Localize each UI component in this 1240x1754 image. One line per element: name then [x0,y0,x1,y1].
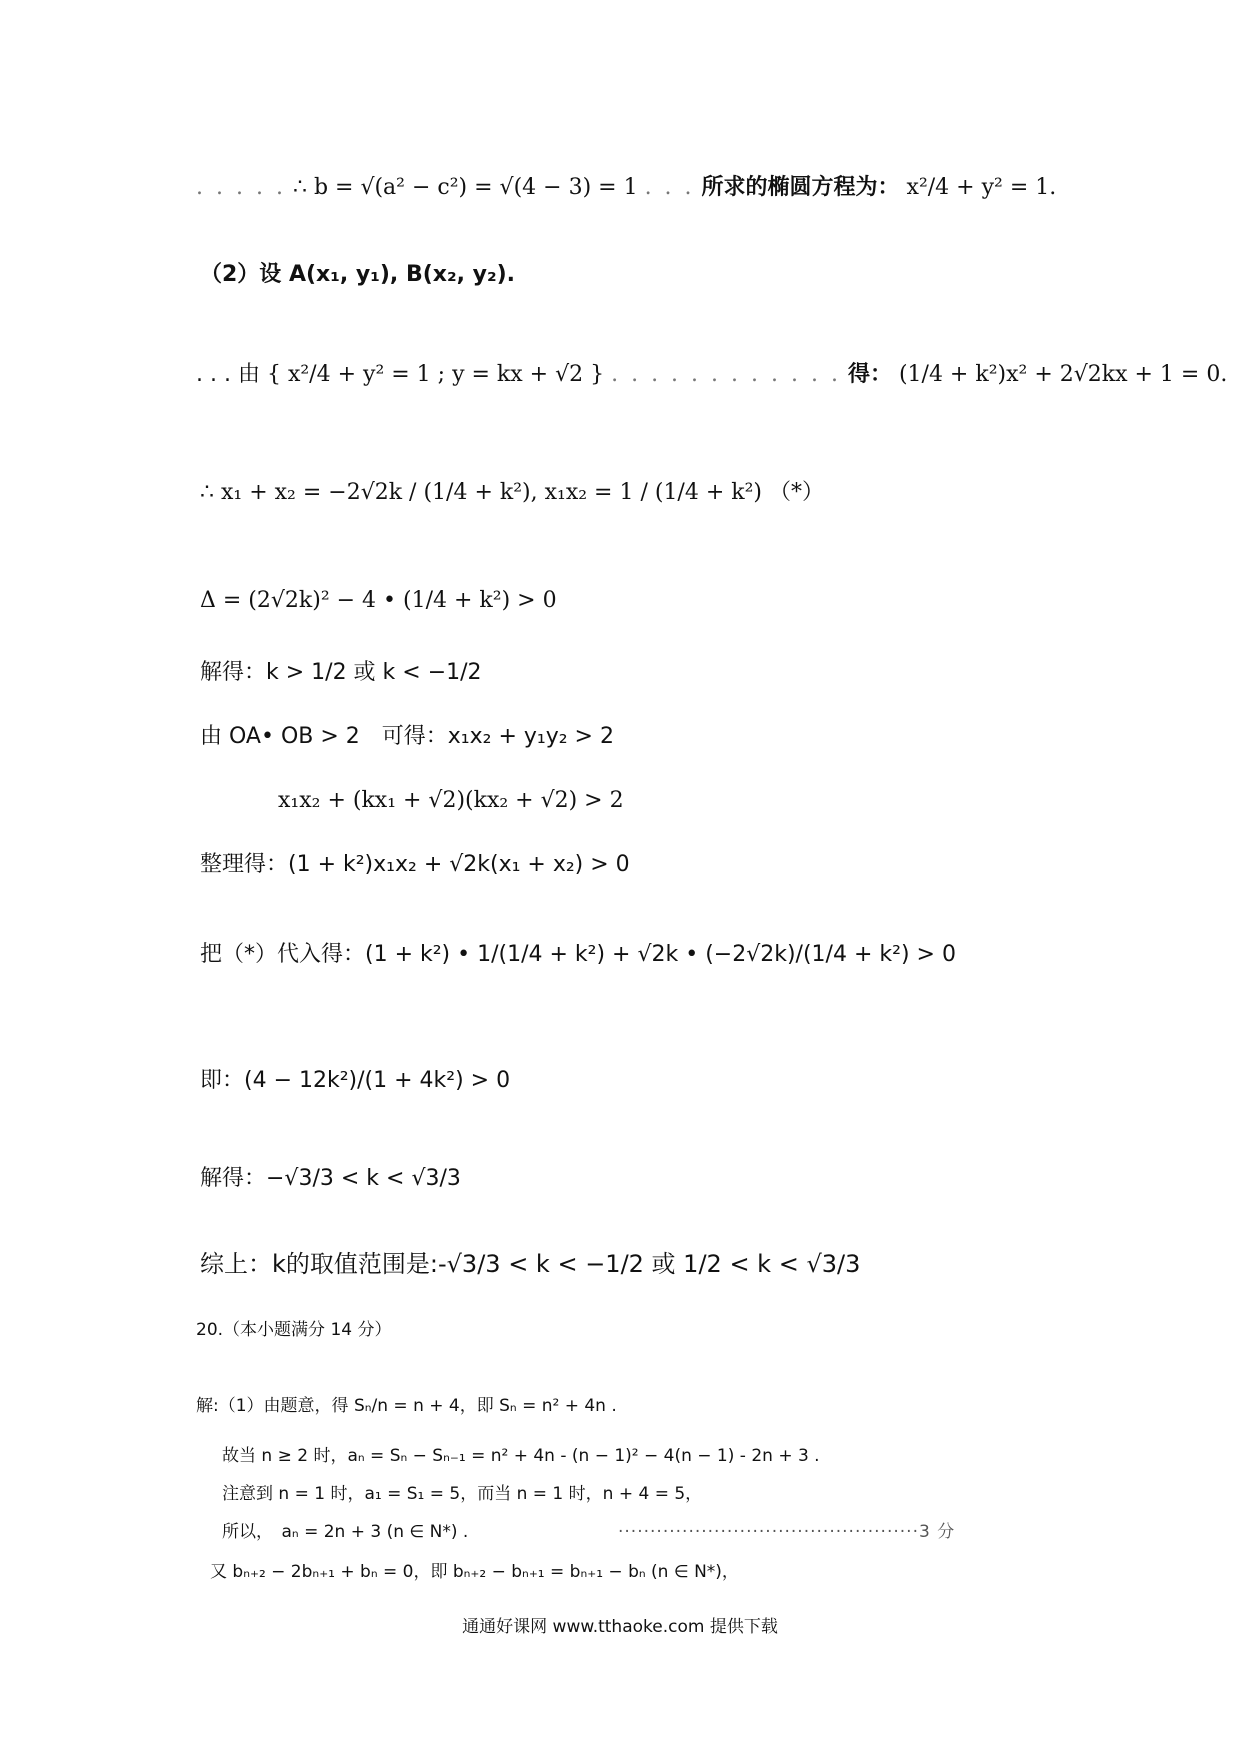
solution-line-5: 又 bₙ₊₂ − 2bₙ₊₁ + bₙ = 0，即 bₙ₊₂ − bₙ₊₁ = bₙ₊₁ − bₙ (n ∈ N*)， [210,1562,739,1582]
page-footer: 通通好课网 www.tthaoke.com 提供下载 [462,1617,778,1637]
result-label: 得： [847,362,892,387]
substitution: 把（*）代入得：(1 + k²) • 1/(1/4 + k²) + √2k • (−2√2k)/(1/4 + k²) > 0 [200,942,956,967]
expanded-condition: x₁x₂ + (kx₁ + √2)(kx₂ + √2) > 2 [278,788,624,813]
formula-an: 所以， aₙ = 2n + 3 (n ∈ N*) . [222,1522,469,1542]
ellipse-equation: x²/4 + y² = 1. [906,175,1057,200]
solution-k-range: 解得：k > 1/2 或 k < −1/2 [200,660,482,685]
leader-dots: . . . [644,175,695,200]
vieta-formulas: ∴ x₁ + x₂ = −2√2k / (1/4 + k²), x₁x₂ = 1 / (1/4 + k²) （*） [200,480,824,505]
equation-system: { x²/4 + y² = 1 ; y = kx + √2 } [266,362,605,387]
leader-dots: . . . 由 [196,362,260,387]
solution-line-3: 注意到 n = 1 时，a₁ = S₁ = 5，而当 n = 1 时，n + 4 = 5， [222,1484,703,1504]
formula-b: ∴ b = √(a² − c²) = √(4 − 3) = 1 [292,175,638,200]
part-2-setup: （2）设 A(x₁, y₁), B(x₂, y₂). [200,262,515,287]
quadratic-equation: (1/4 + k²)x² + 2√2kx + 1 = 0. [898,362,1228,387]
k-interval: 解得：−√3/3 < k < √3/3 [200,1166,461,1191]
problem-20-header: 20.（本小题满分 14 分） [196,1320,392,1340]
line-system [196,362,1227,388]
inequality-result: 即：(4 − 12k²)/(1 + 4k²) > 0 [200,1068,511,1093]
solution-line-1: 解:（1）由题意，得 Sₙ/n = n + 4，即 Sₙ = n² + 4n . [196,1396,617,1416]
solution-line-2: 故当 n ≥ 2 时，aₙ = Sₙ − Sₙ₋₁ = n² + 4n - (n − 1)² − 4(n − 1) - 2n + 3 . [222,1446,820,1466]
solution-line-4 [222,1522,468,1542]
dot-product-condition: 由 OA• OB > 2 可得：x₁x₂ + y₁y₂ > 2 [200,724,614,749]
score-marker: ···············································3 分 [618,1522,956,1542]
leader-dots: . . . . . [196,175,286,200]
simplified-condition: 整理得：(1 + k²)x₁x₂ + √2k(x₁ + x₂) > 0 [200,852,630,877]
leader-dots: . . . . . . . . . . . . [611,362,841,387]
discriminant: Δ = (2√2k)² − 4 • (1/4 + k²) > 0 [200,588,557,613]
final-k-range: 综上：k的取值范围是:-√3/3 < k < −1/2 或 1/2 < k < √3/3 [200,1250,861,1278]
ellipse-equation-label: 所求的椭圆方程为： [701,175,900,200]
line-ellipse-b [196,175,1056,201]
